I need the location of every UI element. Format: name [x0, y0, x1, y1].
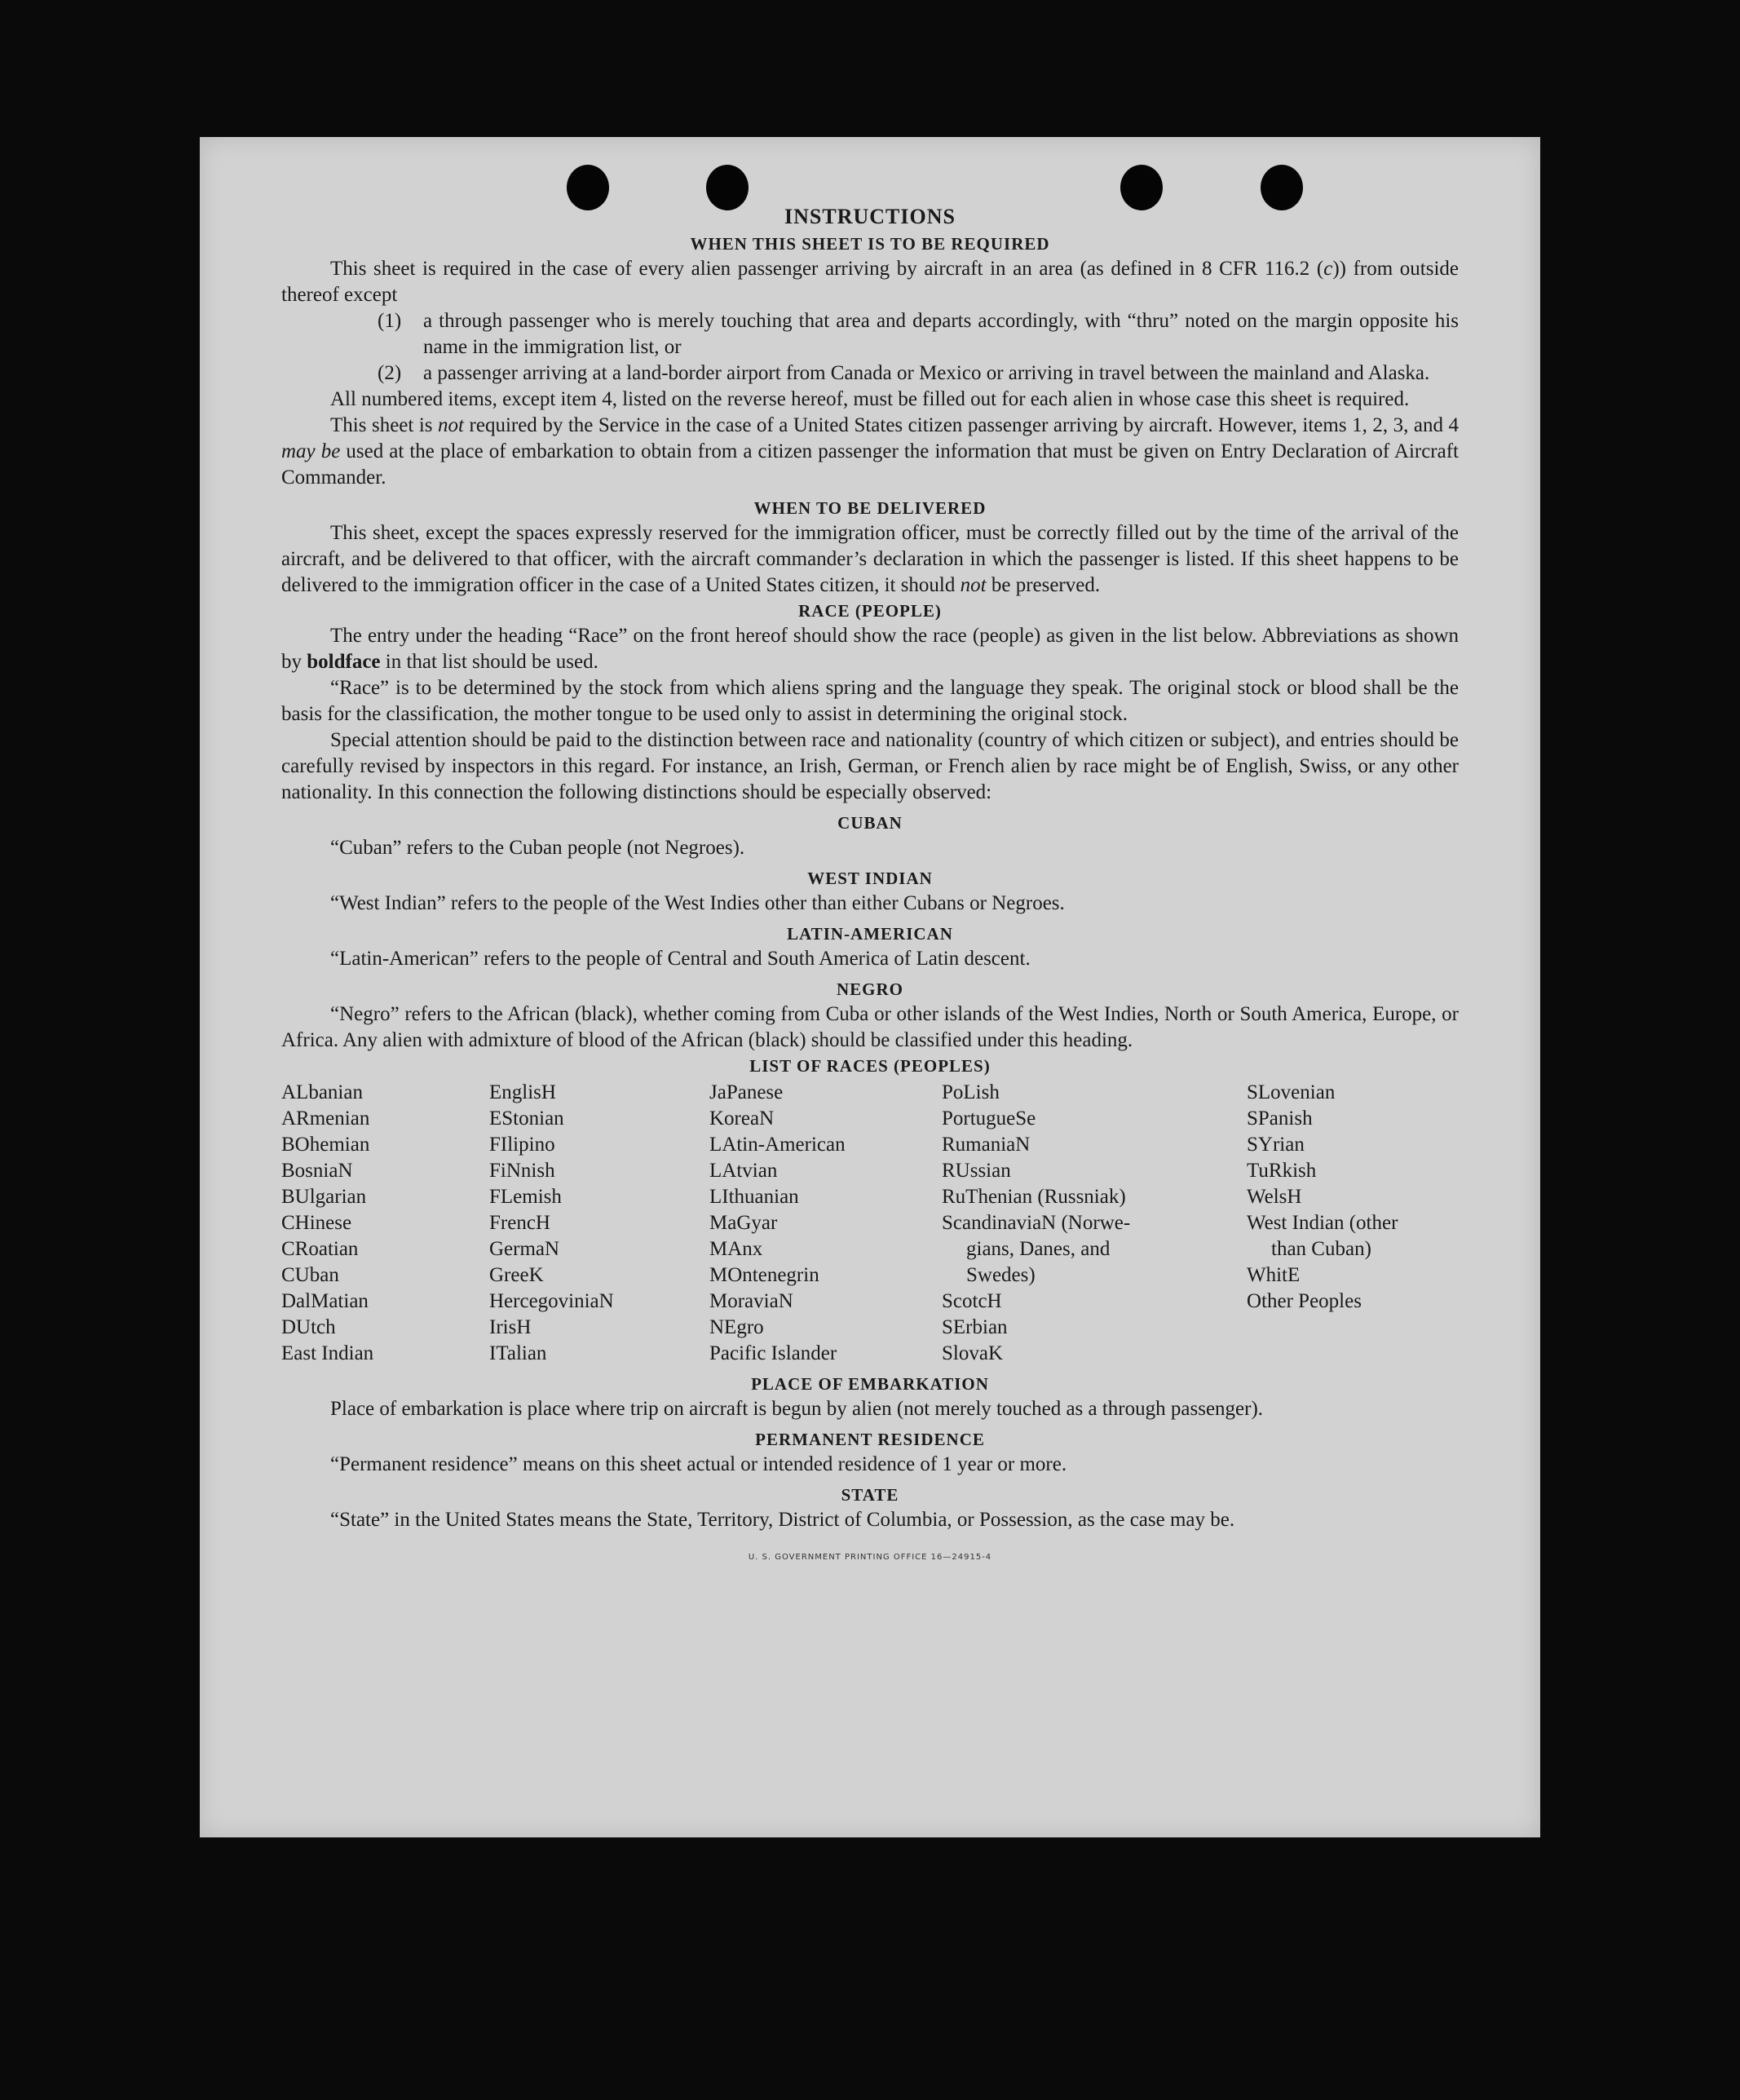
race-entry: FIlipino — [489, 1134, 555, 1156]
page-title: INSTRUCTIONS — [784, 205, 956, 228]
race-entry: ALbanian — [281, 1081, 363, 1103]
race-entry: GreeK — [489, 1264, 544, 1286]
race-entry: DUtch — [281, 1316, 336, 1338]
race-paragraph-1: The entry under the heading “Race” on the front hereof should show the race (people) as given in the list below. Abbreviations as shown by boldface in that list should be used. — [281, 625, 1459, 673]
race-entry: FiNnish — [489, 1160, 555, 1182]
race-entry: RuThenian (Russniak) — [942, 1186, 1126, 1208]
latin-american-definition: “Latin-American” refers to the people of Central and South America of Latin descent. — [330, 948, 1031, 970]
race-entry: LIthuanian — [709, 1186, 799, 1208]
race-entry: gians, Danes, and — [966, 1238, 1111, 1260]
race-entry: CRoatian — [281, 1238, 359, 1260]
instructions-content — [281, 204, 1459, 1571]
race-entry: SLovenian — [1247, 1081, 1336, 1103]
race-entry: LAtvian — [709, 1160, 778, 1182]
races-column-1 — [281, 1080, 489, 1367]
heading-state: STATE — [841, 1485, 899, 1505]
race-entry: KoreaN — [709, 1107, 775, 1130]
cuban-definition: “Cuban” refers to the Cuban people (not Negroes). — [330, 837, 745, 859]
exception-item-2: (2) a passenger arriving at a land-border airport from Canada or Mexico or arriving in travel between the mainland and Alaska. — [378, 362, 1430, 384]
printing-office-footer: U. S. GOVERNMENT PRINTING OFFICE 16—24915-4 — [748, 1553, 992, 1562]
delivery-paragraph: This sheet, except the spaces expressly reserved for the immigration officer, must be correctly filled out by the time of the arrival of the aircraft, and be delivered to that officer, with the aircraft commander’s declaration in which the passenger is listed. If this sheet happens to be delivered to the immigration officer in the case of a United States citizen, it should not be preserved. — [281, 522, 1459, 596]
citizen-paragraph: This sheet is not required by the Service in the case of a United States citizen passenger arriving by aircraft. However, items 1, 2, 3, and 4 may be used at the place of embarkation to obtain from a citizen passenger the information that must be given on Entry Declaration of Aircraft Commander. — [281, 414, 1460, 489]
race-entry: Pacific Islander — [709, 1342, 837, 1364]
race-entry: WhitE — [1247, 1264, 1301, 1286]
race-entry: ITalian — [489, 1342, 547, 1364]
state-definition: “State” in the United States means the State, Territory, District of Columbia, or Possession, as the case may be. — [330, 1509, 1235, 1531]
negro-definition: “Negro” refers to the African (black), whether coming from Cuba or other islands of the West Indies, North or South America, Europe, or Africa. Any alien with admixture of blood of the African (black) should be classified under this heading. — [281, 1003, 1459, 1051]
race-entry: RUssian — [942, 1160, 1011, 1182]
race-entry: DalMatian — [281, 1290, 369, 1312]
race-entry: BosniaN — [281, 1160, 353, 1182]
race-entry: EStonian — [489, 1107, 564, 1130]
race-entry: SErbian — [942, 1316, 1008, 1338]
races-column-3 — [709, 1080, 942, 1367]
race-entry: Swedes) — [966, 1264, 1036, 1286]
race-entry: CHinese — [281, 1212, 352, 1234]
race-entry: NEgro — [709, 1316, 764, 1338]
race-entry: LAtin-American — [709, 1134, 846, 1156]
heading-embarkation: PLACE OF EMBARKATION — [751, 1374, 989, 1394]
race-paragraph-3: Special attention should be paid to the distinction between race and nationality (country of which citizen or subject), and entries should be carefully revised by inspectors in this regard. For instance, an Irish, German, or French alien by race might be of English, Swiss, or any other nationality. In this connection the following distinctions should be especially observed: — [281, 729, 1459, 803]
race-entry: FrencH — [489, 1212, 550, 1234]
when-required-intro: This sheet is required in the case of every alien passenger arriving by aircraft in an area (as defined in 8 CFR 116.2 (c)) from outside thereof except — [281, 258, 1459, 306]
race-entry: WelsH — [1247, 1186, 1302, 1208]
race-entry: MAnx — [709, 1238, 763, 1260]
race-entry: East Indian — [281, 1342, 374, 1364]
race-entry: MOntenegrin — [709, 1264, 819, 1286]
race-entry: GermaN — [489, 1238, 560, 1260]
document-sheet — [200, 137, 1540, 1837]
races-column-5 — [1247, 1080, 1459, 1367]
heading-list-of-races: LIST OF RACES (PEOPLES) — [749, 1056, 991, 1076]
races-column-2 — [489, 1080, 709, 1367]
race-entry: EnglisH — [489, 1081, 556, 1103]
numbered-items-paragraph: All numbered items, except item 4, listed on the reverse hereof, must be filled out for each alien in whose case this sheet is required. — [330, 388, 1410, 410]
race-entry: than Cuban) — [1271, 1238, 1371, 1260]
races-column-4 — [942, 1080, 1247, 1367]
race-entry: PoLish — [942, 1081, 1000, 1103]
race-entry: CUban — [281, 1264, 339, 1286]
residence-definition: “Permanent residence” means on this sheet actual or intended residence of 1 year or more. — [330, 1453, 1067, 1475]
race-entry: HercegoviniaN — [489, 1290, 614, 1312]
race-entry: West Indian (other — [1247, 1212, 1398, 1234]
heading-race: RACE (PEOPLE) — [798, 601, 942, 621]
heading-latin-american: LATIN-AMERICAN — [787, 924, 953, 944]
race-entry: IrisH — [489, 1316, 532, 1338]
exception-item-1: (1) a through passenger who is merely touching that area and departs accordingly, with “thru” noted on the margin opposite his name in the immigration list, or — [378, 310, 1459, 358]
race-entry: ARmenian — [281, 1107, 370, 1130]
heading-when-delivered: WHEN TO BE DELIVERED — [753, 498, 987, 518]
race-entry: Other Peoples — [1247, 1290, 1362, 1312]
race-entry: PortugueSe — [942, 1107, 1036, 1130]
race-entry: SlovaK — [942, 1342, 1003, 1364]
heading-west-indian: WEST INDIAN — [807, 869, 933, 888]
race-entry: ScotcH — [942, 1290, 1002, 1312]
race-entry: TuRkish — [1247, 1160, 1317, 1182]
race-entry: JaPanese — [709, 1081, 784, 1103]
heading-when-required: WHEN THIS SHEET IS TO BE REQUIRED — [690, 234, 1050, 254]
west-indian-definition: “West Indian” refers to the people of the West Indies other than either Cubans or Negroes. — [330, 892, 1065, 914]
embarkation-definition: Place of embarkation is place where trip on aircraft is begun by alien (not merely touched as a through passenger). — [330, 1398, 1264, 1420]
race-entry: FLemish — [489, 1186, 562, 1208]
race-paragraph-2: “Race” is to be determined by the stock from which aliens spring and the language they speak. The original stock or blood shall be the basis for the classification, the mother tongue to be used only to assist in determining the original stock. — [281, 677, 1459, 725]
races-table — [281, 1080, 1459, 1367]
race-entry: BOhemian — [281, 1134, 370, 1156]
heading-cuban: CUBAN — [837, 813, 903, 833]
race-entry: MoraviaN — [709, 1290, 793, 1312]
race-entry: SYrian — [1247, 1134, 1305, 1156]
heading-negro: NEGRO — [836, 979, 903, 999]
race-entry: ScandinaviaN (Norwe- — [942, 1212, 1131, 1234]
race-entry: MaGyar — [709, 1212, 778, 1234]
race-entry: SPanish — [1247, 1107, 1313, 1130]
race-entry: RumaniaN — [942, 1134, 1031, 1156]
race-entry: BUlgarian — [281, 1186, 367, 1208]
heading-permanent-residence: PERMANENT RESIDENCE — [755, 1430, 985, 1449]
